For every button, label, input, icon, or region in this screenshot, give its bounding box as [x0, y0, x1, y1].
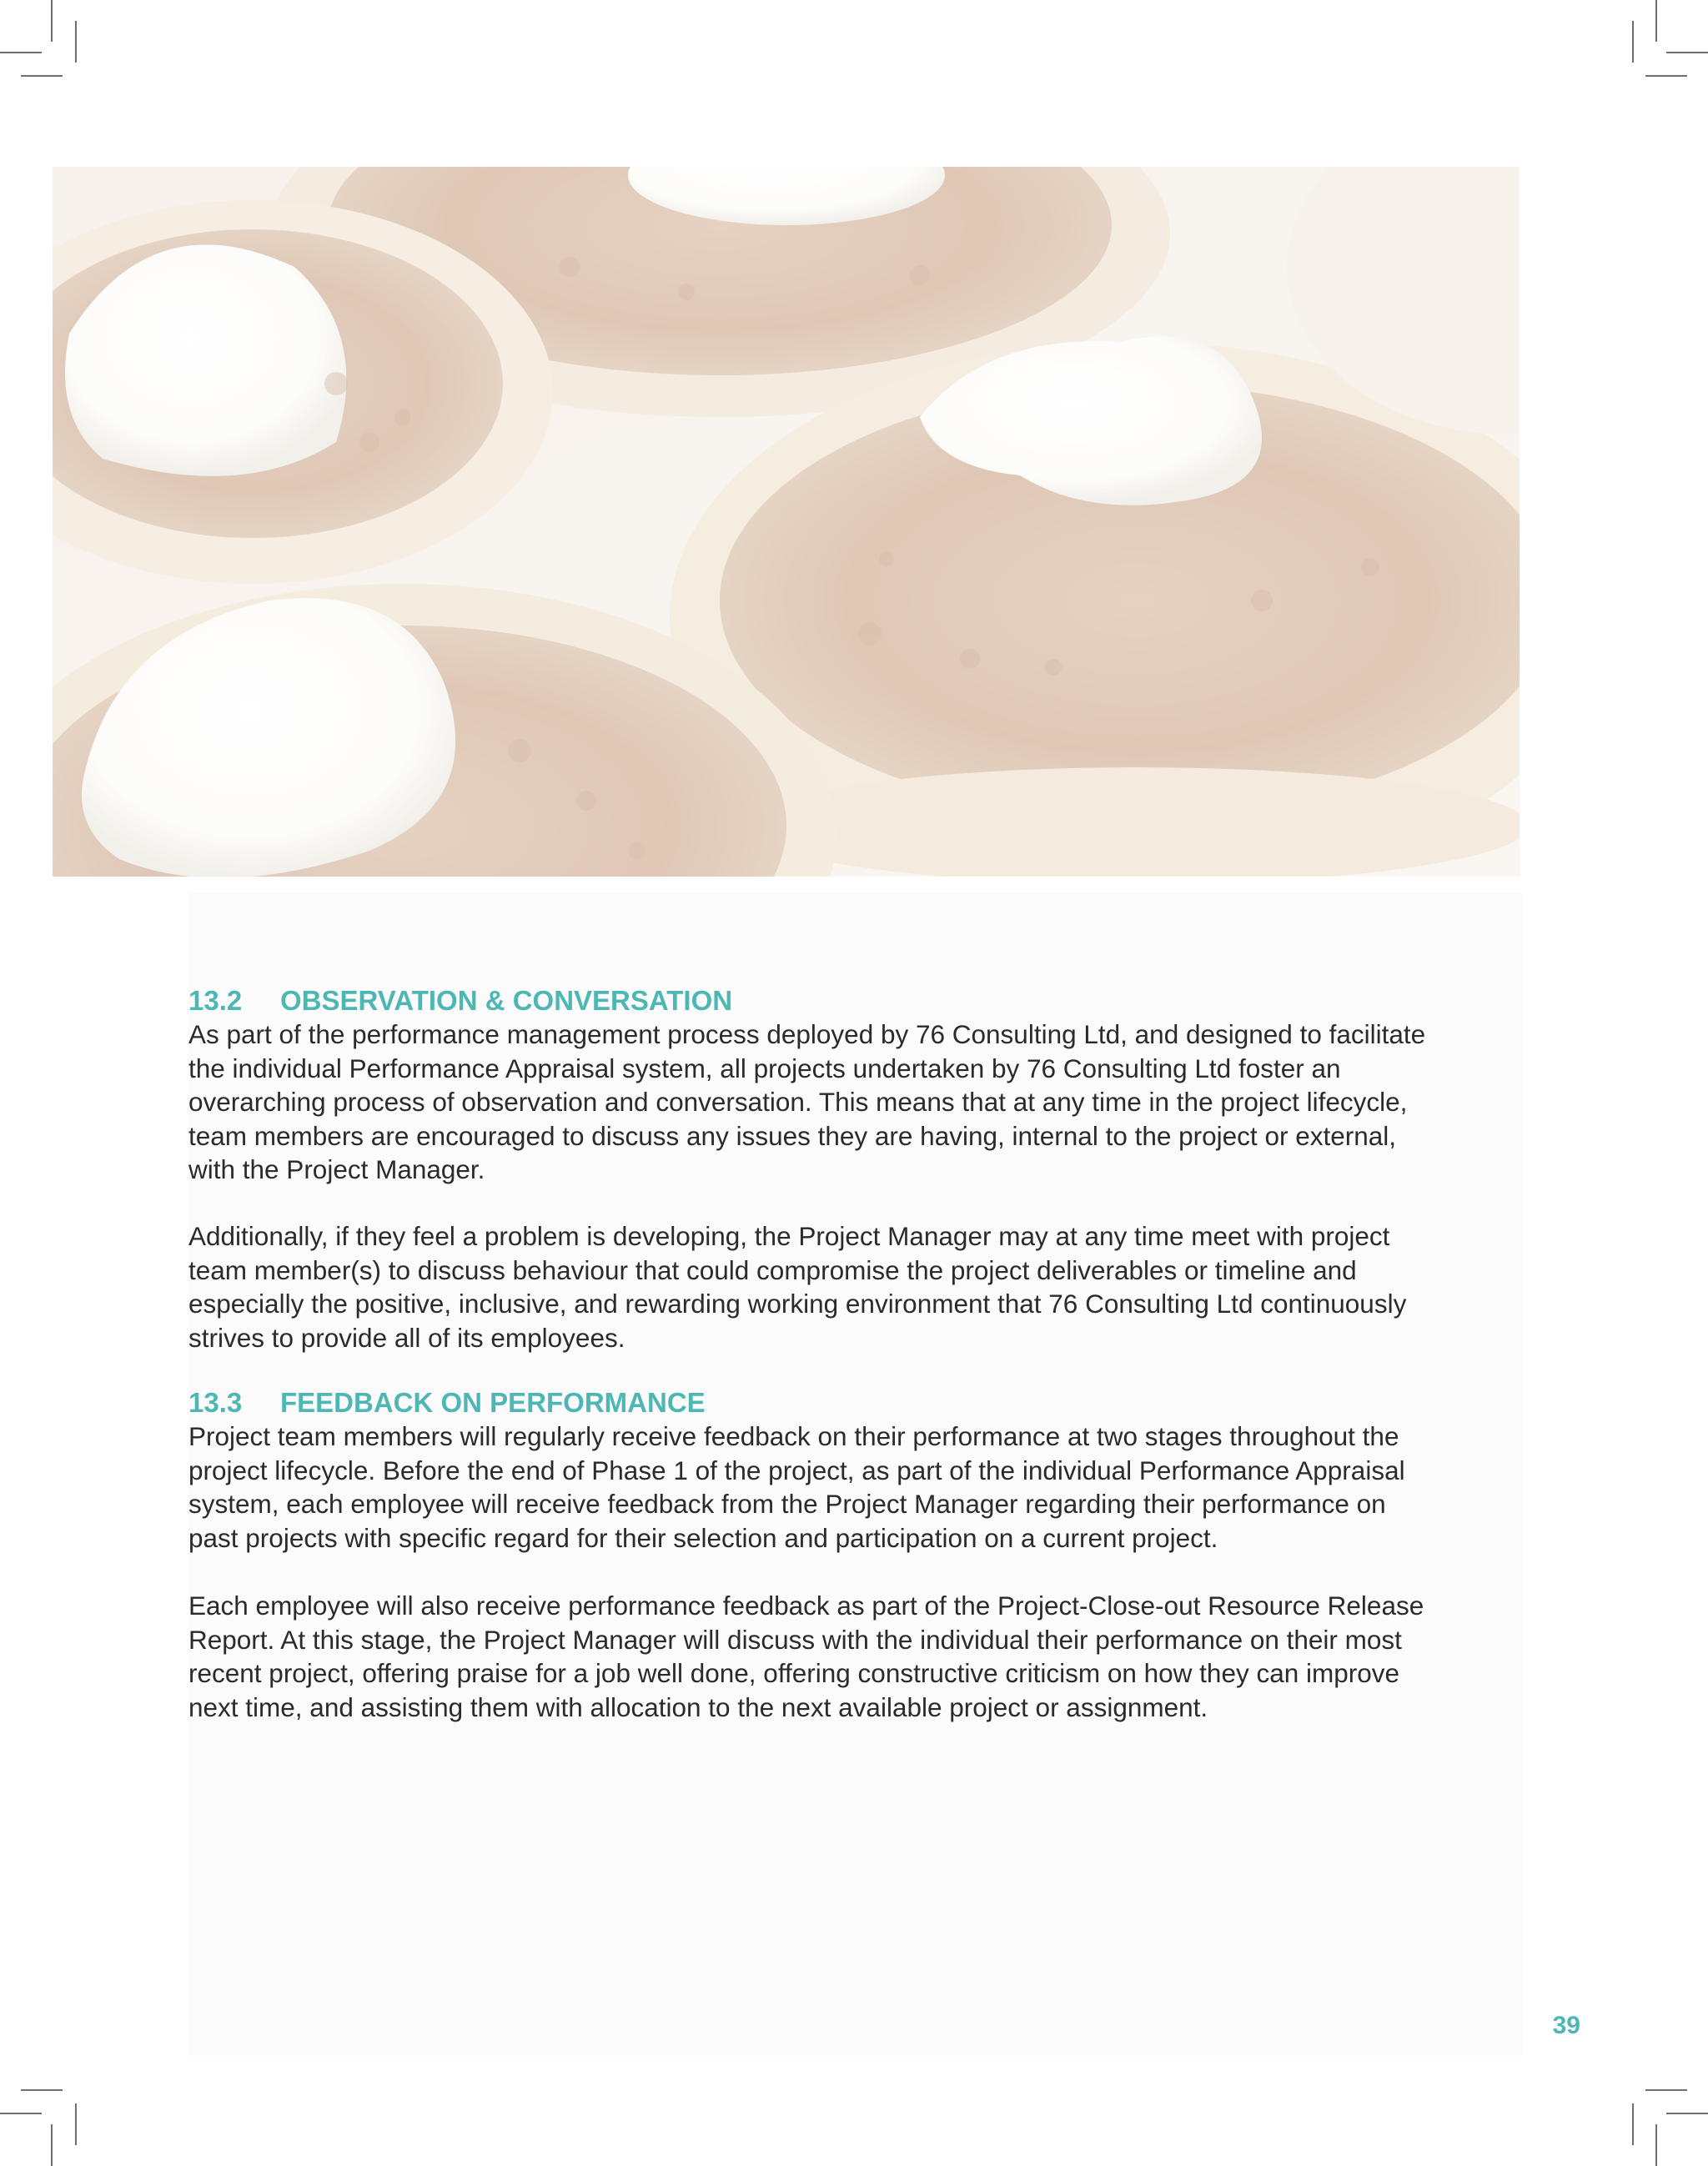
paragraph-line: the individual Performance Appraisal system, all projects undertaken by 76 Consulting Ltd foster an — [188, 1053, 1341, 1083]
hero-image-tarts — [53, 167, 1520, 877]
crop-mark — [1645, 2089, 1687, 2091]
section-heading — [188, 1386, 1523, 1420]
crop-mark — [1655, 0, 1657, 42]
section-13-3 — [188, 1386, 1523, 1555]
paragraph — [188, 1420, 1523, 1555]
paragraph — [188, 1589, 1523, 1724]
crop-mark — [21, 2089, 63, 2091]
paragraph-line: team members are encouraged to discuss any issues they are having, internal to the project or external, — [188, 1120, 1397, 1151]
section-13-3-para-2 — [188, 1589, 1523, 1724]
crop-mark — [0, 52, 42, 53]
crop-mark — [1666, 2113, 1708, 2114]
crop-mark — [75, 21, 77, 63]
paragraph-line: next time, and assisting them with allocation to the next available project or assignment. — [188, 1691, 1208, 1722]
paragraph-line: strives to provide all of its employees. — [188, 1322, 625, 1353]
paragraph-line: Each employee will also receive performance feedback as part of the Project-Close-out Resource Release — [188, 1591, 1424, 1621]
paragraph-line: Project team members will regularly receive feedback on their performance at two stages throughout the — [188, 1421, 1399, 1451]
paragraph-line: past projects with specific regard for their selection and participation on a current project. — [188, 1522, 1218, 1553]
paragraph-line: recent project, offering praise for a job well done, offering constructive criticism on how they can improve — [188, 1658, 1400, 1688]
section-title: OBSERVATION & CONVERSATION — [280, 985, 733, 1016]
crop-mark — [1632, 21, 1634, 63]
section-number: 13.3 — [188, 1387, 243, 1418]
paragraph-line: Additionally, if they feel a problem is developing, the Project Manager may at any time meet with project — [188, 1221, 1390, 1251]
paragraph — [188, 1219, 1523, 1354]
crop-mark — [51, 2124, 53, 2166]
paragraph-line: Report. At this stage, the Project Manager will discuss with the individual their performance on their most — [188, 1624, 1402, 1655]
paragraph — [188, 1018, 1523, 1187]
paragraph-line: especially the positive, inclusive, and rewarding working environment that 76 Consulting Ltd continuously — [188, 1289, 1407, 1319]
paragraph-line: project lifecycle. Before the end of Phase 1 of the project, as part of the individual Performance Appraisal — [188, 1455, 1405, 1485]
crop-mark — [1645, 75, 1687, 77]
section-13-2 — [188, 984, 1523, 1187]
crop-mark — [51, 0, 53, 42]
paragraph-line: system, each employee will receive feedback from the Project Manager regarding their performance on — [188, 1489, 1386, 1519]
page-number: 39 — [1552, 2012, 1580, 2039]
crop-mark — [21, 75, 63, 77]
paragraph-line: with the Project Manager. — [188, 1154, 485, 1184]
crop-mark — [1666, 52, 1708, 53]
paragraph-line: As part of the performance management process deployed by 76 Consulting Ltd, and designed to facilitate — [188, 1019, 1426, 1049]
section-heading — [188, 984, 1523, 1018]
section-13-2-para-2 — [188, 1219, 1523, 1354]
paragraph-line: team member(s) to discuss behaviour that could compromise the project deliverables or timeline and — [188, 1254, 1357, 1285]
crop-mark — [1632, 2103, 1634, 2145]
paragraph-line: overarching process of observation and conversation. This means that at any time in the project lifecycle, — [188, 1087, 1408, 1117]
crop-mark — [1655, 2124, 1657, 2166]
section-title: FEEDBACK ON PERFORMANCE — [280, 1387, 706, 1418]
crop-mark — [75, 2103, 77, 2145]
crop-mark — [0, 2113, 42, 2114]
section-number: 13.2 — [188, 985, 243, 1016]
